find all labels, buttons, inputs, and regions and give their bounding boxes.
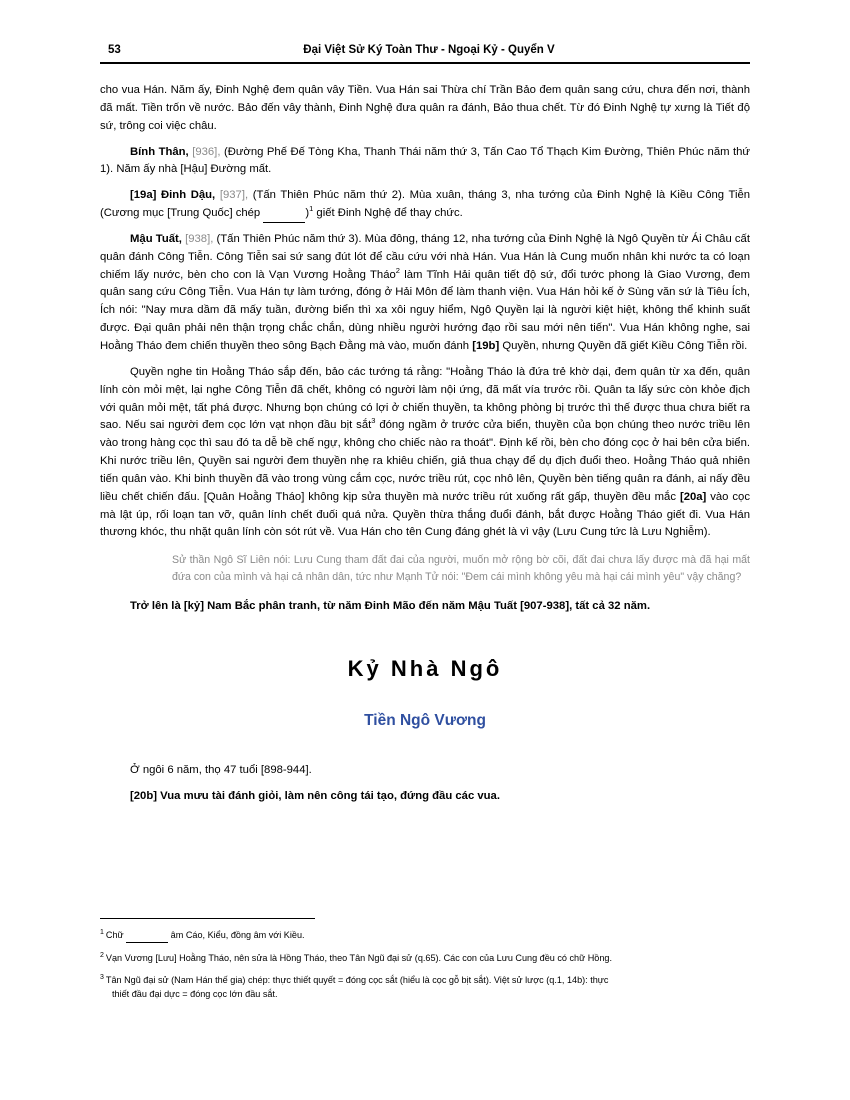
entry-text-mau-tuat-b: làm Tĩnh Hải quân tiết độ sứ, đổi tước phong là Giao Vương, đem quân sang cứu Công Tiễn. Vua Hán tự làm tướng, đóng ở Hải Môn để làm thanh viện. Vua Hán hỏi kế ở Sùng văn sứ là Tiêu Ích, Ích nói: "Nay mưa dầm đã mấy tuần, đường biển thì xa xôi nguy hiểm, Ngô Quyền lại là người kiệt hiệt, không thể khinh suất được. Đại quân phải nên thận trọng chắc chắn, dùng nhiều người hướng đạo rồi sau mới nên tiến". Vua Hán không nghe, sai Hoằng Tháo đem chiến thuyền theo sông Bạch Đằng mà vào, muốn đánh (100, 268, 750, 352)
footnote-1-text-b: âm Cáo, Kiểu, đồng âm với Kiều. (168, 930, 305, 940)
paragraph-binh-than (100, 144, 750, 180)
folio-marker-20b: [20b] (130, 789, 157, 802)
section-title: Tiền Ngô Vương (364, 711, 486, 729)
footnote-marker-3: 3 (100, 974, 104, 982)
year-name-dinh-dau: Đinh Dậu, (161, 189, 216, 202)
entry-text-bach-dang-c: vào cọc mà lật úp, rối loạn tan vỡ, quân lính chết đuối quá nửa. Quyền thừa thắng đuổi đánh, bắt được Hoằng Tháo giết đi. Vua Hán thương khóc, thu nhặt quân lính còn sót rút về. Vua Hán cho tên Cung đáng ghét là vì vậy (Lưu Cung tức là Lưu Nghiễm). (100, 490, 750, 539)
entry-text-binh-than: (Đường Phế Đế Tòng Kha, Thanh Thái năm thứ 3, Tấn Cao Tổ Thạch Kim Đường, Thiên Phúc năm thứ 1). Năm ấy nhà [Hậu] Đường mất. (100, 145, 750, 176)
folio-marker-19b: [19b] (472, 339, 500, 352)
footnote-ref-1[interactable]: 1 (309, 204, 314, 214)
footnote-marker-2: 2 (100, 951, 104, 959)
year-bracket-937: [937], (219, 189, 249, 202)
header-divider (100, 62, 750, 64)
redacted-blank-footnote-1 (126, 934, 168, 942)
folio-marker-20a: [20a] (679, 490, 707, 503)
entry-text-bach-dang-a: Quyền nghe tin Hoằng Tháo sắp đến, bảo các tướng tá rằng: "Hoằng Tháo là đứa trẻ khờ dại, đem quân từ xa đến, quân lính còn mỏi mệt, lại nghe Công Tiễn đã chết, không có người làm nội ứng, đã mất vía trước rồi. Quân ta lấy sức còn khỏe địch với quân mỏi mệt, tất phá được. Nhưng bọn chúng có lợi ở chiến thuyền, ta không phòng bị trước thì thế được thua chưa biết ra sao. Nếu sai người đem cọc lớn vạt nhọn đầu bịt sắt (100, 365, 750, 432)
footnote-ref-2[interactable]: 2 (395, 265, 400, 275)
reign-note (100, 790, 750, 802)
footnote-2-text: Vạn Vương [Lưu] Hoằng Tháo, nên sửa là Hồng Tháo, theo Tân Ngũ đại sử (q.65). Các con của Lưu Cung đều có chữ Hồng. (105, 952, 612, 963)
footnote-divider (100, 918, 315, 919)
reign-note-text: Vua mưu tài đánh giỏi, làm nên công tái tạo, đứng đầu các vua. (157, 789, 500, 802)
year-name-binh-than: Bính Thân, (130, 145, 189, 158)
footnote-3-text: Tân Ngũ đại sử (Nam Hán thế gia) chép: thực thiết quyết = đóng cọc sắt (hiểu là cọc gỗ bịt sắt). Việt sử lược (q.1, 14b): thực (105, 975, 609, 986)
footnote-2 (100, 952, 750, 966)
entry-text-dinh-dau-a: (Tấn Thiên Phúc năm thứ 2). Mùa xuân, tháng 3, nha tướng của Đinh Nghệ là Kiều Công Tiễn (Cương mục [Trung Quốc] chép (100, 189, 751, 220)
footnote-ref-3[interactable]: 3 (371, 416, 376, 426)
period-summary: Trở lên là [kỷ] Nam Bắc phân tranh, từ năm Đinh Mão đến năm Mậu Tuất [907-938], tất cả 32 năm. (130, 600, 651, 613)
historian-commentary: Sử thần Ngô Sĩ Liên nói: Lưu Cung tham đất đai của người, muốn mở rộng bờ cõi, đất đai chưa lấy được mà đã hại mất đứa con của mình và hại cả nhân dân, tức như Mạnh Tử nói: "Đem cái mình không yêu mà hại cái mình yêu" vậy chăng? (172, 554, 750, 584)
entry-text-mau-tuat-a: (Tấn Thiên Phúc năm thứ 3). Mùa đông, tháng 12, nha tướng của Đinh Nghệ là Ngô Quyền từ Ái Châu cất quân đánh Công Tiễn. Công Tiễn sai sứ sang đút lót để cầu cứu với nhà Hán. Vua Hán là Cung muốn nhân khi nước ta có loạn chiếm lấy nước, bèn cho con là Vạn Vương Hoằng Tháo (100, 232, 750, 281)
paragraph-dinh-dau (100, 187, 750, 223)
page-number: 53 (108, 44, 121, 56)
footnote-1-text-a: Chữ (105, 930, 127, 940)
paragraph-continuation: cho vua Hán. Năm ấy, Đinh Nghệ đem quân vây Tiền. Vua Hán sai Thừa chí Trần Bảo đem quân sang cứu, chưa đến nơi, thành đã mất. Tiền trốn về nước. Bảo đến vây thành, Đinh Nghệ đưa quân ra đánh, Bảo thua chết. Từ đó Đinh Nghệ tự xưng là Tiết độ sứ, trông coi việc châu. (100, 84, 750, 132)
reign-duration: Ở ngôi 6 năm, thọ 47 tuổi [898-944]. (130, 763, 312, 776)
document-body (100, 82, 750, 616)
entry-text-mau-tuat-c: Quyền, nhưng Quyền đã giết Kiều Công Tiễn rồi. (499, 339, 748, 352)
year-bracket-936: [936], (192, 145, 221, 158)
paragraph-bach-dang (100, 364, 750, 542)
page-header (100, 44, 750, 62)
redacted-blank-1 (263, 213, 305, 223)
footnote-1 (100, 929, 750, 943)
chapter-title: Kỷ Nhà Ngô (347, 655, 503, 681)
footnote-3 (100, 974, 750, 1001)
header-title: Đại Việt Sử Ký Toàn Thư - Ngoại Kỷ - Quyển V (303, 44, 555, 56)
paragraph-mau-tuat (100, 231, 750, 356)
footnote-marker-1: 1 (100, 928, 104, 936)
entry-text-dinh-dau-c: giết Đinh Nghệ để thay chức. (313, 207, 463, 220)
folio-marker-19a: [19a] (130, 189, 157, 202)
year-name-mau-tuat: Mậu Tuất, (130, 232, 182, 245)
footnote-3-text-cont: thiết đầu đại dực = đóng cọc lớn đầu sắt. (112, 988, 278, 999)
year-bracket-938: [938], (185, 232, 214, 245)
entry-text-bach-dang-b: đóng ngầm ở trước cửa biển, thuyền của bọn chúng theo nước triều lên vào trong hàng cọc thì sau đó ta dễ bề chế ngự, không cho chiếc nào ra thoát". Định kế rồi, bèn cho đóng cọc ở hai bên cửa biển. Khi nước triều lên, Quyền sai người đem thuyền nhẹ ra khiêu chiến, giả thua chạy để dụ địch đuổi theo. Hoằng Tháo quả nhiên tiến quân vào. Khi binh thuyền đã vào trong vùng cắm cọc, nước triều rút, cọc nhô lên, Quyền bèn tiếng quân ra đánh, ai nấy đều liều chết chiến đấu. [Quân Hoằng Tháo] không kịp sửa thuyền mà nước triều rút xuống rất gấp, thuyền đều mắc (100, 419, 750, 503)
footnotes-block (100, 918, 750, 1011)
entry-text-dinh-dau-b: ) (305, 207, 310, 220)
